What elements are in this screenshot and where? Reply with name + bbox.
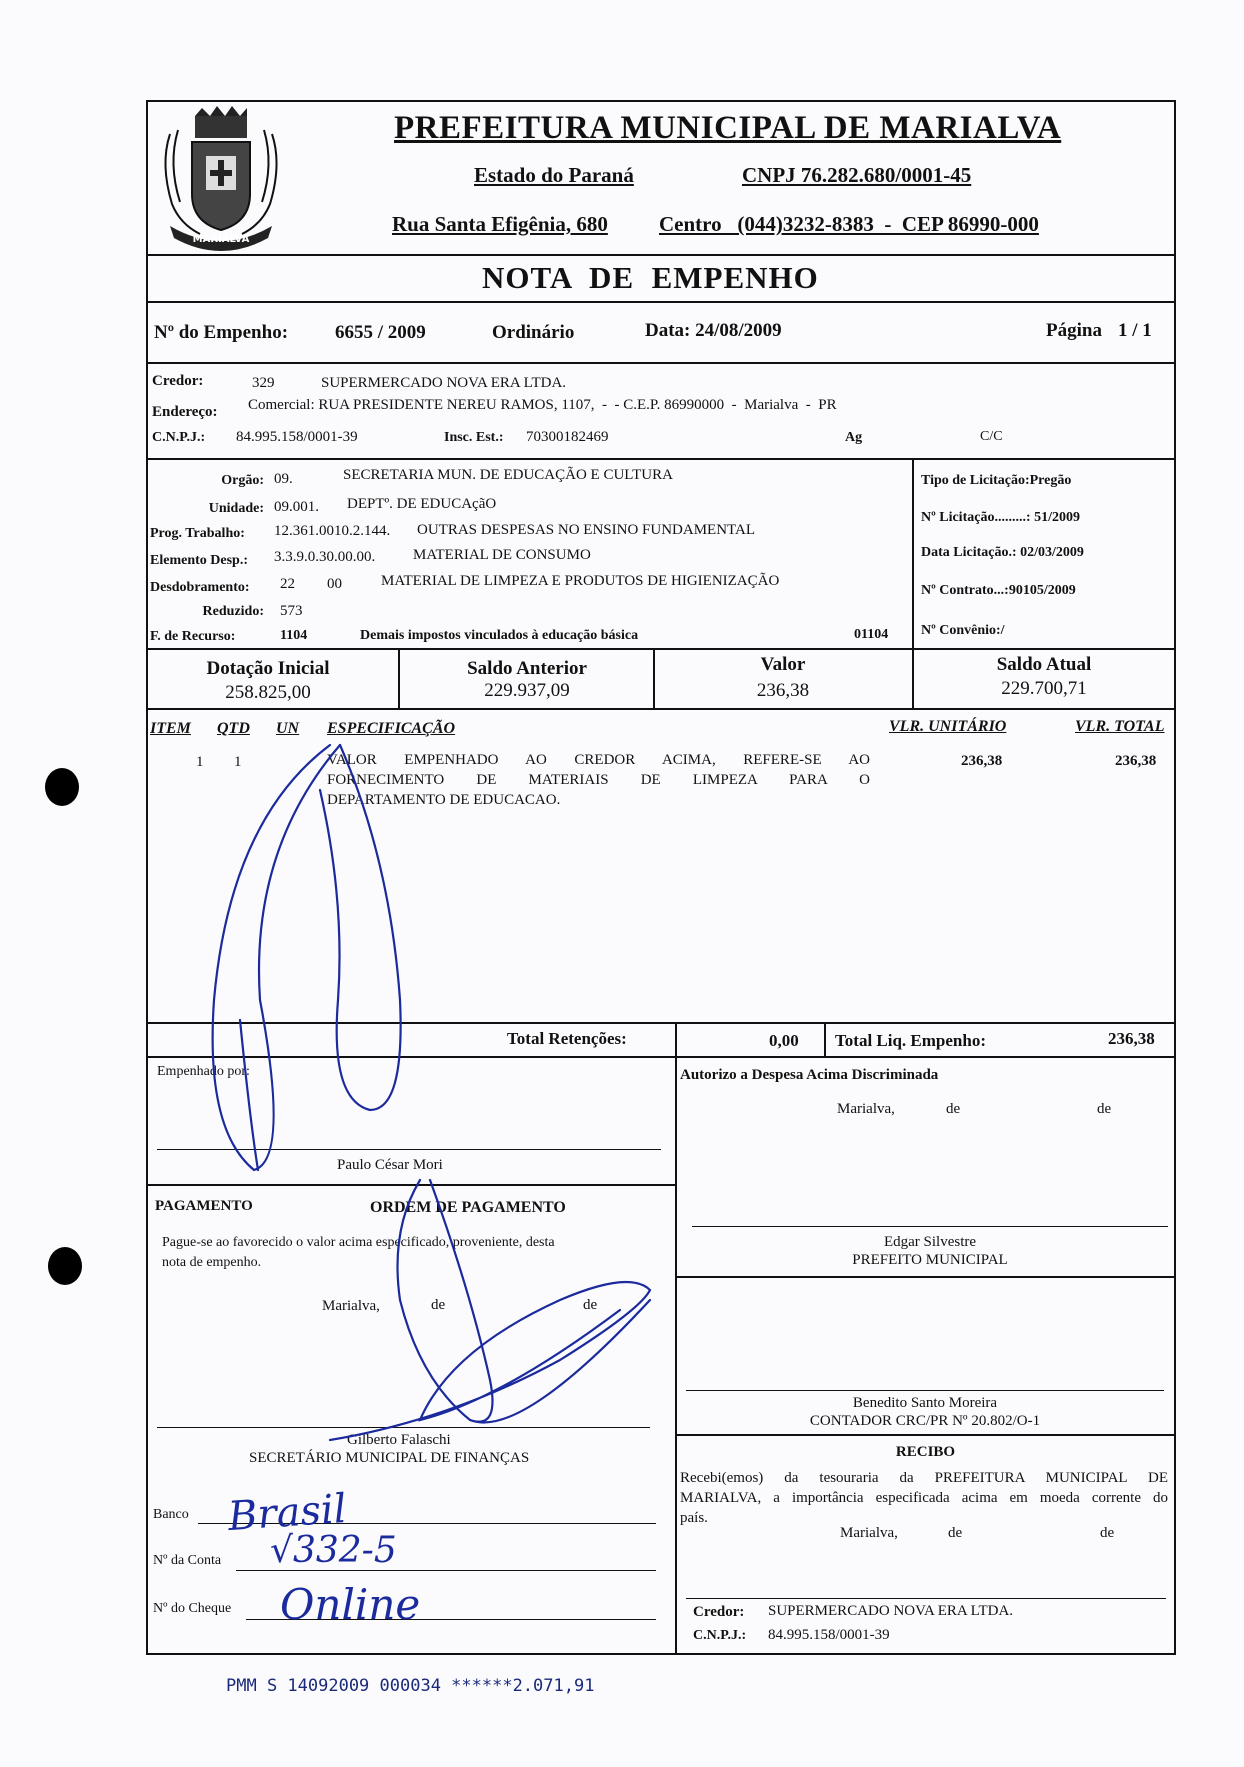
licitacao-data: Data Licitação.: 02/03/2009 [921, 545, 1084, 560]
rua: Rua Santa Efigênia, 680 [392, 212, 608, 236]
banco-manuscrito: Brasil [226, 1485, 348, 1541]
credor-code: 329 [252, 375, 275, 391]
reduzido-label: Reduzido: [202, 604, 264, 619]
page-label: Página [1046, 320, 1102, 341]
unidade-code: 09.001. [274, 499, 319, 515]
saldo-atual-value: 229.700,71 [1001, 678, 1087, 699]
item-number: 1 [196, 754, 204, 770]
recibo-local: Marialva, [840, 1525, 898, 1541]
pagamento-texto-2: nota de empenho. [162, 1255, 262, 1270]
recurso-desc: Demais impostos vinculados à educação básica [360, 628, 639, 643]
ag-label: Ag [845, 430, 863, 445]
item-total-value: 236,38 [1115, 753, 1157, 769]
seal-lettering: MARIALVA [192, 234, 250, 245]
orgao-desc: SECRETARIA MUN. DE EDUCAÇÃO E CULTURA [343, 467, 673, 483]
total-liquido-value: 236,38 [1108, 1029, 1155, 1048]
prefeito-nome: Edgar Silvestre [883, 1234, 977, 1250]
empenho-number: 6655 / 2009 [335, 322, 426, 343]
empenhado-por-nome: Paulo César Mori [337, 1157, 443, 1173]
autorizo-de-2: de [1097, 1101, 1112, 1117]
ordem-pagamento-label: ORDEM DE PAGAMENTO [370, 1199, 566, 1216]
desdobramento-code-1: 22 [280, 576, 295, 592]
recurso-label: F. de Recurso: [150, 629, 236, 644]
credor-name: SUPERMERCADO NOVA ERA LTDA. [321, 375, 567, 391]
secretario-nome: Gilberto Falaschi [347, 1432, 451, 1448]
recibo-cnpj: 84.995.158/0001-39 [768, 1627, 890, 1643]
desdobramento-desc: MATERIAL DE LIMPEZA E PRODUTOS DE HIGIENIZAÇÃO [381, 573, 780, 589]
col-un: UN [276, 720, 300, 737]
elemento-label: Elemento Desp.: [150, 553, 248, 568]
page-title: PREFEITURA MUNICIPAL DE MARIALVA [394, 110, 1062, 146]
cnpj-prefeitura: CNPJ 76.282.680/0001-45 [742, 163, 972, 187]
mechanical-stamp: PMM S 14092009 000034 ******2.071,91 [226, 1676, 595, 1696]
prog-desc: OUTRAS DESPESAS NO ENSINO FUNDAMENTAL [417, 522, 755, 538]
pagamento-label: PAGAMENTO [155, 1198, 253, 1214]
recibo-texto-1: Recebi(emos) da tesouraria da PREFEITURA MUNICIPAL DE [680, 1470, 1168, 1486]
col-vlr-unitario: VLR. UNITÁRIO [889, 718, 1007, 735]
pagamento-local: Marialva, [322, 1298, 380, 1314]
item-qtd: 1 [234, 754, 242, 770]
insc-number: 70300182469 [526, 429, 609, 445]
contador-cargo: CONTADOR CRC/PR Nº 20.802/O-1 [809, 1413, 1041, 1429]
cheque-manuscrito: Online [280, 1580, 421, 1629]
credor-cnpj: 84.995.158/0001-39 [236, 429, 358, 445]
insc-label: Insc. Est.: [444, 430, 504, 445]
valor-value: 236,38 [756, 680, 810, 701]
pagamento-de-1: de [431, 1297, 446, 1313]
autorizo-label: Autorizo a Despesa Acima Discriminada [680, 1067, 939, 1083]
desdobramento-code-2: 00 [327, 576, 342, 592]
elemento-code: 3.3.9.0.30.00.00. [274, 549, 376, 565]
autorizo-de-1: de [946, 1101, 961, 1117]
dotacao-inicial-label: Dotação Inicial [206, 658, 330, 679]
empenho-number-label: Nº do Empenho: [154, 322, 289, 343]
cc-label: C/C [980, 429, 1003, 444]
punch-hole-bottom [48, 1247, 82, 1285]
page-number: 1 / 1 [1118, 320, 1152, 341]
recibo-de-1: de [948, 1525, 963, 1541]
orgao-code: 09. [274, 471, 293, 487]
conta-manuscrito: √332-5 [270, 1530, 397, 1571]
cheque-label: Nº do Cheque [153, 1601, 232, 1616]
pagamento-texto-1: Pague-se ao favorecido o valor acima especificado, proveniente, desta [162, 1235, 555, 1250]
document-type: NOTA DE EMPENHO [482, 260, 819, 295]
reduzido-value: 573 [280, 603, 303, 619]
desdobramento-label: Desdobramento: [150, 580, 250, 595]
col-qtd: QTD [217, 720, 250, 737]
secretario-cargo: SECRETÁRIO MUNICIPAL DE FINANÇAS [249, 1450, 530, 1466]
contador-nome: Benedito Santo Moreira [852, 1395, 998, 1411]
autorizo-local: Marialva, [837, 1101, 895, 1117]
unidade-desc: DEPTº. DE EDUCAçãO [347, 496, 497, 512]
recibo-credor-label: Credor: [693, 1604, 745, 1620]
endereco-contato: Centro (044)3232-8383 - CEP 86990-000 [659, 212, 1039, 236]
municipal-seal [150, 104, 292, 252]
orgao-label: Orgão: [221, 473, 264, 488]
credor-address: Comercial: RUA PRESIDENTE NEREU RAMOS, 1107, - - C.E.P. 86990000 - Marialva - PR [248, 397, 837, 413]
empenho-type: Ordinário [492, 322, 575, 343]
col-especificacao: ESPECIFICAÇÃO [327, 720, 456, 737]
empenhado-por-label: Empenhado por: [157, 1064, 250, 1079]
col-item: ITEM [150, 720, 191, 737]
total-retencoes-label: Total Retenções: [507, 1029, 627, 1048]
unidade-label: Unidade: [208, 501, 264, 516]
recibo-credor: SUPERMERCADO NOVA ERA LTDA. [768, 1603, 1014, 1619]
licitacao-contrato: Nº Contrato...:90105/2009 [921, 583, 1076, 598]
recibo-cnpj-label: C.N.P.J.: [693, 1628, 747, 1643]
valor-label: Valor [760, 654, 806, 675]
estado: Estado do Paraná [474, 163, 634, 187]
item-desc-line-1: VALOR EMPENHADO AO CREDOR ACIMA, REFERE-SE AO [327, 752, 870, 768]
empenho-date: Data: 24/08/2009 [645, 320, 782, 341]
endereco-label: Endereço: [152, 404, 218, 420]
cnpj-label: C.N.P.J.: [152, 430, 206, 445]
licitacao-tipo: Tipo de Licitação:Pregão [921, 473, 1072, 488]
recurso-code: 1104 [280, 628, 308, 643]
recibo-texto-3: país. [680, 1510, 708, 1526]
recibo-label: RECIBO [895, 1444, 956, 1460]
saldo-atual-label: Saldo Atual [996, 654, 1092, 675]
total-retencoes-value: 0,00 [769, 1031, 799, 1050]
col-vlr-total: VLR. TOTAL [1075, 718, 1165, 735]
licitacao-convenio: Nº Convênio:/ [921, 623, 1005, 638]
banco-label: Banco [153, 1507, 189, 1522]
item-desc-line-3: DEPARTAMENTO DE EDUCACAO. [327, 792, 561, 808]
prog-label: Prog. Trabalho: [150, 526, 245, 541]
prog-code: 12.361.0010.2.144. [274, 523, 391, 539]
punch-hole-top [45, 768, 79, 806]
item-desc-line-2: FORNECIMENTO DE MATERIAIS DE LIMPEZA PARA O [327, 772, 870, 788]
recibo-de-2: de [1100, 1525, 1115, 1541]
licitacao-numero: Nº Licitação.........: 51/2009 [921, 510, 1080, 525]
prefeito-cargo: PREFEITO MUNICIPAL [852, 1252, 1008, 1268]
recibo-texto-2: MARIALVA, a importância especificada acima em moeda corrente do [680, 1490, 1168, 1506]
elemento-desc: MATERIAL DE CONSUMO [413, 547, 591, 563]
pagamento-de-2: de [583, 1297, 598, 1313]
saldo-anterior-label: Saldo Anterior [467, 658, 587, 679]
saldo-anterior-value: 229.937,09 [484, 680, 570, 701]
dotacao-inicial-value: 258.825,00 [225, 682, 311, 703]
item-unit-value: 236,38 [961, 753, 1003, 769]
total-liquido-label: Total Liq. Empenho: [835, 1031, 986, 1050]
credor-label: Credor: [152, 373, 204, 389]
conta-label: Nº da Conta [153, 1553, 222, 1568]
recurso-code-2: 01104 [854, 627, 889, 642]
